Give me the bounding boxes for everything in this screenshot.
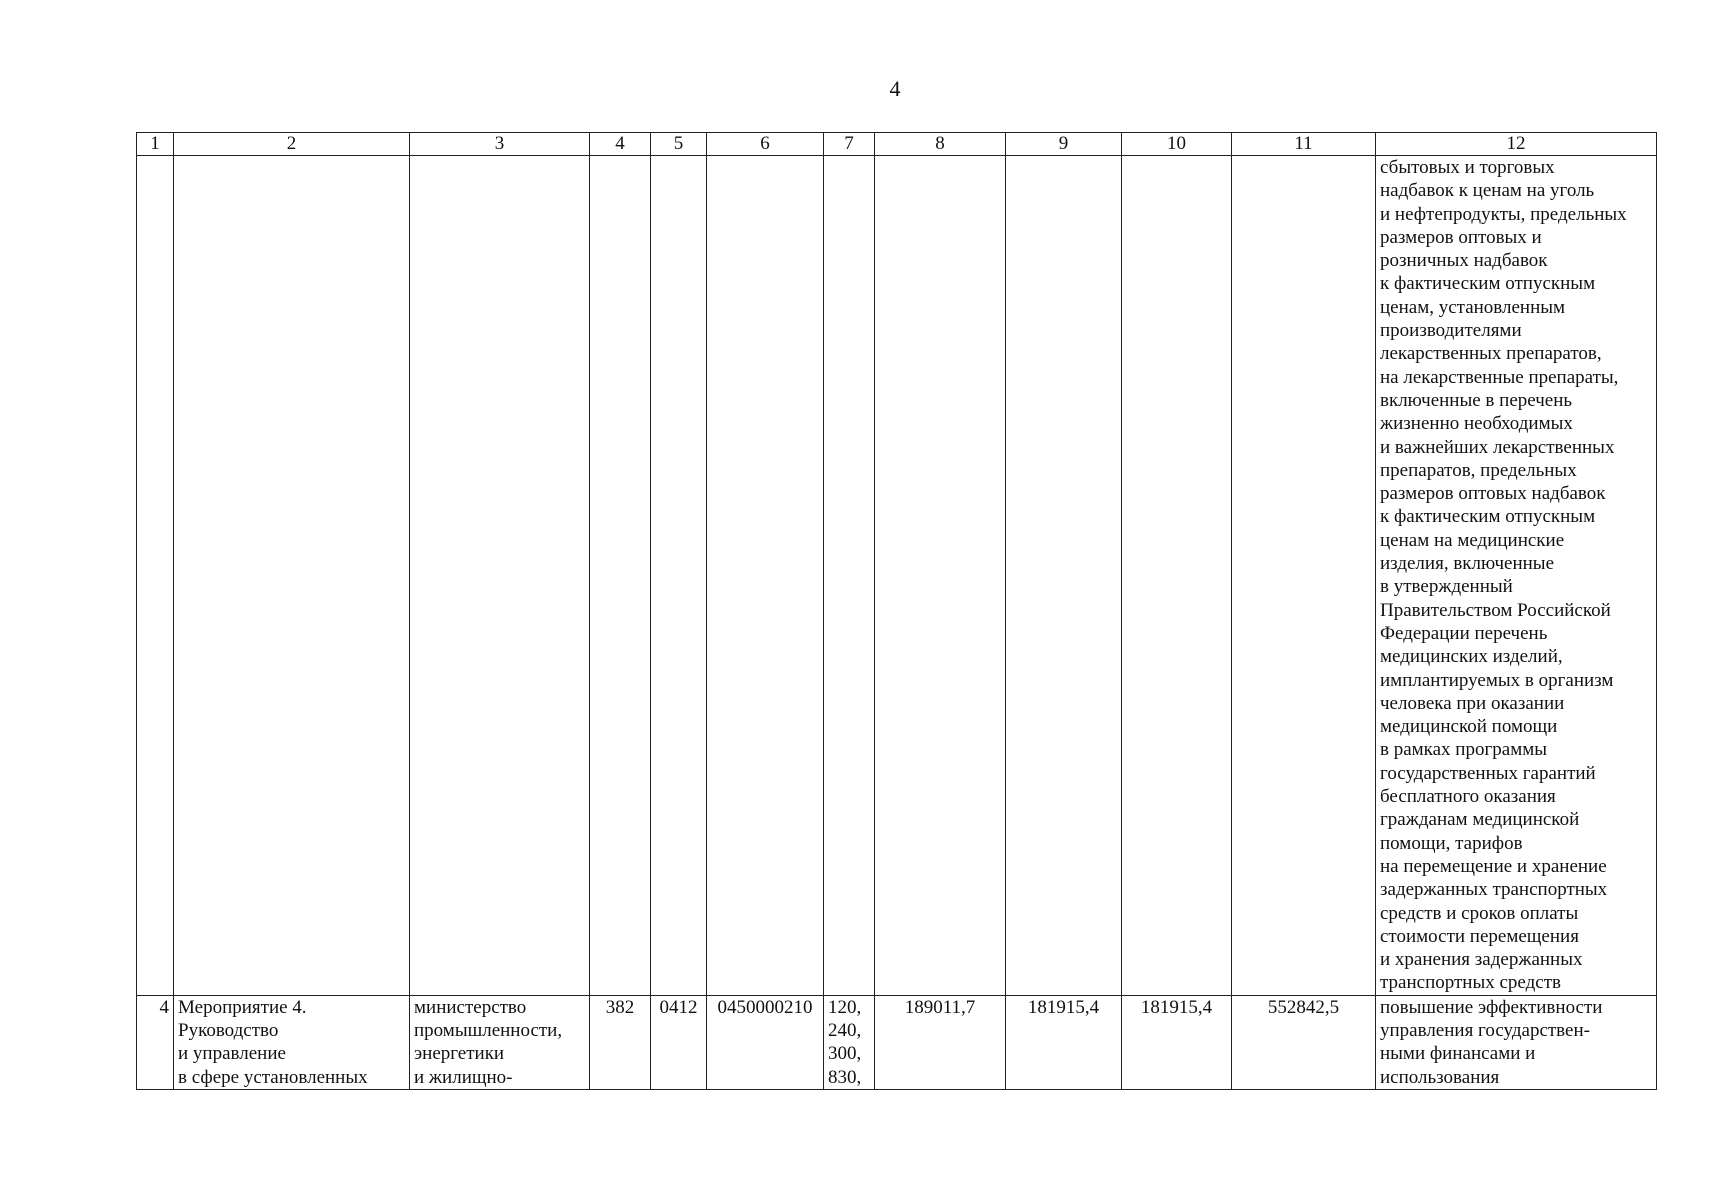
cell-empty [1006,156,1122,996]
table-header-row [137,133,1657,156]
cell-empty [410,156,590,996]
table-row-measure-4 [137,995,1657,1089]
cell-empty [707,156,824,996]
cell-amount-year-2: 181915,4 [1006,995,1122,1089]
cell-expected-result-continued: сбытовых и торговых надбавок к ценам на уголь и нефтепродукты, предельных размеров оптовых и розничных надбавок к фактическим отпускным ценам, установленным производителями лекарственных препаратов, на лекарственные препараты, включенные в перечень жизненно необходимых и важнейших лекарственных препаратов, предельных размеров оптовых надбавок к фактическим отпускным ценам на медицинские изделия, включенные в утвержденный Правительством Российской Федерации перечень медицинских изделий, имплантируемых в организм человека при оказании медицинской помощи в рамках программы государственных гарантий бесплатного оказания гражданам медицинской помощи, тарифов на перемещение и хранение задержанных транспортных средств и сроков оплаты стоимости перемещения и хранения задержанных транспортных средств [1376,156,1657,996]
header-col-8: 8 [875,133,1006,156]
cell-section-code: 0412 [651,995,707,1089]
cell-empty [651,156,707,996]
cell-empty [590,156,651,996]
cell-row-number: 4 [137,995,174,1089]
cell-measure-name: Мероприятие 4. Руководство и управление в сфере установленных [174,995,410,1089]
table-row-continuation [137,156,1657,996]
cell-amount-year-3: 181915,4 [1122,995,1232,1089]
header-col-3: 3 [410,133,590,156]
cell-target-article: 0450000210 [707,995,824,1089]
header-col-12: 12 [1376,133,1657,156]
cell-responsible-executor: министерство промышленности, энергетики и жилищно- [410,995,590,1089]
header-col-9: 9 [1006,133,1122,156]
cell-empty [137,156,174,996]
page-number: 4 [889,76,901,101]
header-col-7: 7 [824,133,875,156]
cell-amount-year-1: 189011,7 [875,995,1006,1089]
cell-expected-result: повышение эффективности управления государствен- ными финансами и использования [1376,995,1657,1089]
cell-empty [824,156,875,996]
header-col-5: 5 [651,133,707,156]
cell-amount-total: 552842,5 [1232,995,1376,1089]
budget-measures-table [136,132,1657,1090]
header-col-11: 11 [1232,133,1376,156]
header-col-2: 2 [174,133,410,156]
cell-empty [1122,156,1232,996]
cell-grbs-code: 382 [590,995,651,1089]
cell-empty [1232,156,1376,996]
cell-empty [174,156,410,996]
header-col-10: 10 [1122,133,1232,156]
header-col-1: 1 [137,133,174,156]
header-col-6: 6 [707,133,824,156]
header-col-4: 4 [590,133,651,156]
cell-expense-type: 120, 240, 300, 830, [824,995,875,1089]
cell-empty [875,156,1006,996]
